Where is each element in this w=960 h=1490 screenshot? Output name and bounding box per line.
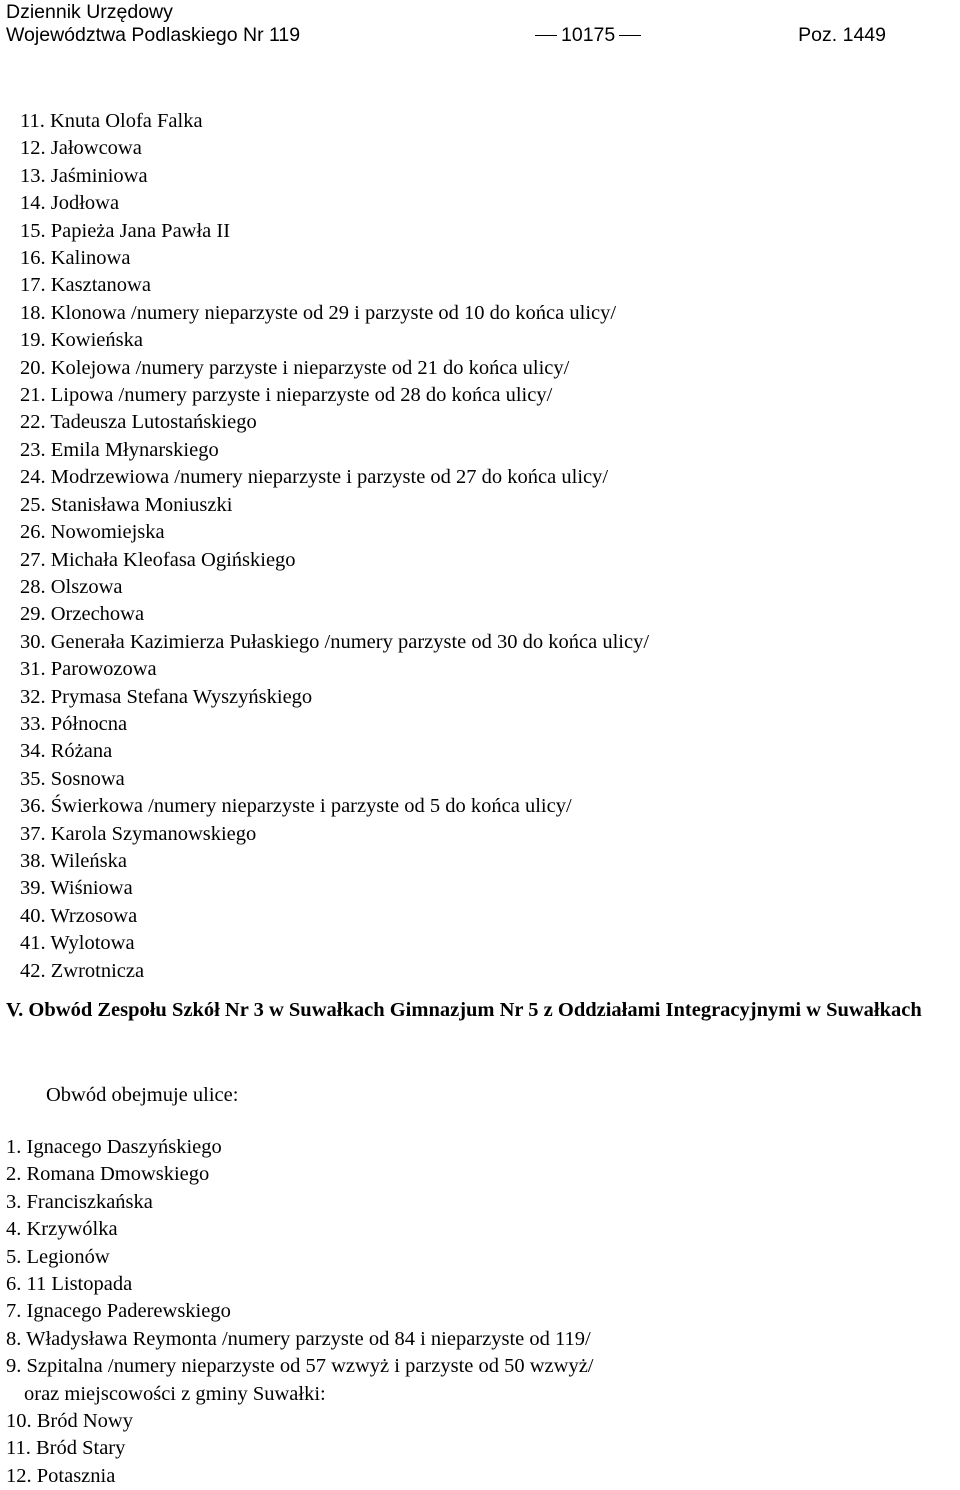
list-item: 42. Zwrotnicza xyxy=(20,959,145,982)
list-item: 41. Wylotowa xyxy=(20,932,135,955)
list-item: 10. Bród Nowy xyxy=(6,1410,133,1433)
list-item: 26. Nowomiejska xyxy=(20,521,165,544)
list-item: 28. Olszowa xyxy=(20,575,123,598)
section-intro: Obwód obejmuje ulice: xyxy=(46,1084,239,1106)
list-item: 22. Tadeusza Lutostańskiego xyxy=(20,411,257,434)
list-item: 29. Orzechowa xyxy=(20,603,145,626)
list-item: 12. Jałowcowa xyxy=(20,137,142,160)
list-item: 32. Prymasa Stefana Wyszyńskiego xyxy=(20,685,313,708)
list-item: 13. Jaśminiowa xyxy=(20,164,148,187)
list-item: 12. Potasznia xyxy=(6,1464,116,1487)
list-item: 18. Klonowa /numery nieparzyste od 29 i parzyste od 10 do końca ulicy/ xyxy=(20,301,617,324)
position-number: Poz. 1449 xyxy=(798,24,886,46)
list-item: 39. Wiśniowa xyxy=(20,877,133,900)
list-item: 20. Kolejowa /numery parzyste i nieparzyste od 21 do końca ulicy/ xyxy=(20,356,570,379)
page-header xyxy=(6,0,886,46)
streets-list xyxy=(20,108,649,985)
list-item: 4. Krzywólka xyxy=(6,1218,118,1241)
section-heading: V. Obwód Zespołu Szkół Nr 3 w Suwałkach Gimnazjum Nr 5 z Oddziałami Integracyjnymi w Suwałkach xyxy=(6,999,922,1021)
list-item: 14. Jodłowa xyxy=(20,192,120,215)
list-item: 2. Romana Dmowskiego xyxy=(6,1163,210,1186)
list-item: 25. Stanisława Moniuszki xyxy=(20,493,233,516)
list-item: 7. Ignacego Paderewskiego xyxy=(6,1300,231,1323)
list-item: 11. Bród Stary xyxy=(6,1437,126,1460)
list-item: 33. Północna xyxy=(20,712,128,735)
list-item: 9. Szpitalna /numery nieparzyste od 57 wzwyż i parzyste od 50 wzwyż/ xyxy=(6,1355,594,1378)
list-item: 16. Kalinowa xyxy=(20,247,131,270)
list-item: 5. Legionów xyxy=(6,1245,110,1268)
page-number: 10175 xyxy=(531,23,645,47)
list-item: 11. Knuta Olofa Falka xyxy=(20,110,203,132)
list-item: 36. Świerkowa /numery nieparzyste i parzyste od 5 do końca ulicy/ xyxy=(20,795,572,818)
list-item: 35. Sosnowa xyxy=(20,767,125,790)
section-streets-list xyxy=(6,1134,594,1490)
list-item: 17. Kasztanowa xyxy=(20,274,151,297)
list-item: 34. Różana xyxy=(20,740,113,763)
list-item: 15. Papieża Jana Pawła II xyxy=(20,219,231,242)
list-item: 27. Michała Kleofasa Ogińskiego xyxy=(20,548,296,571)
publication-subtitle: Województwa Podlaskiego Nr 119 xyxy=(6,24,301,46)
publication-title: Dziennik Urzędowy xyxy=(6,1,173,23)
list-item: 6. 11 Listopada xyxy=(6,1273,133,1296)
list-item: 24. Modrzewiowa /numery nieparzyste i parzyste od 27 do końca ulicy/ xyxy=(20,466,609,489)
list-item: 30. Generała Kazimierza Pułaskiego /numery parzyste od 30 do końca ulicy/ xyxy=(20,630,650,653)
list-item: 38. Wileńska xyxy=(20,849,127,872)
list-item: 40. Wrzosowa xyxy=(20,904,138,927)
list-item: 1. Ignacego Daszyńskiego xyxy=(6,1136,222,1158)
list-item: 19. Kowieńska xyxy=(20,329,143,352)
list-item: 23. Emila Młynarskiego xyxy=(20,438,219,461)
list-item: 31. Parowozowa xyxy=(20,658,157,681)
list-item: 21. Lipowa /numery parzyste i nieparzyste od 28 do końca ulicy/ xyxy=(20,384,553,407)
list-item: 8. Władysława Reymonta /numery parzyste od 84 i nieparzyste od 119/ xyxy=(6,1327,591,1350)
villages-note: oraz miejscowości z gminy Suwałki: xyxy=(24,1382,326,1405)
list-item: 37. Karola Szymanowskiego xyxy=(20,822,257,845)
list-item: 3. Franciszkańska xyxy=(6,1190,153,1213)
